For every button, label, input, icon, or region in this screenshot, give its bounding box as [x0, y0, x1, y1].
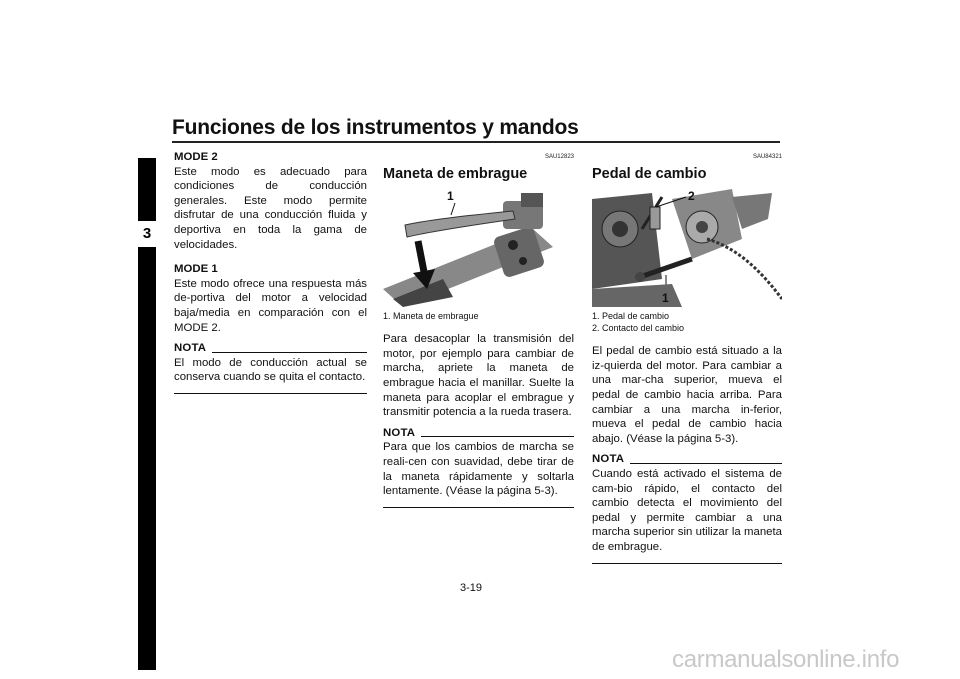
nota-rule [421, 436, 574, 437]
chapter-tab-number: 3 [138, 221, 156, 247]
nota-rule [630, 463, 782, 464]
nota-end-rule [592, 563, 782, 564]
shift-pedal-body-text: El pedal de cambio está situado a la iz-quierda del motor. Para cambiar a una mar-cha superior, mueva el pedal de cambio hacia arriba. Para cambiar a una marcha in-ferior, mueva el pedal de cambio hacia abajo. (Véase la página 5-3). [592, 345, 782, 445]
watermark: carmanualsonline.info [672, 646, 900, 673]
nota-label: NOTA [592, 453, 625, 466]
nota-text: El modo de conducción actual se conserva cuando se quita el contacto. [174, 356, 367, 384]
figure-caption-1: 1. Maneta de embrague [383, 311, 479, 322]
nota-end-rule [174, 393, 367, 394]
section-title-clutch: Maneta de embrague [383, 165, 528, 182]
nota-end-rule [383, 507, 574, 508]
figure-caption-2: 2. Contacto del cambio [592, 323, 685, 334]
clutch-lever-figure [383, 189, 573, 307]
nota-text: Para que los cambios de marcha se reali-cen con suavidad, debe tirar de la maneta rápidamente y soltarla lentamente. (Véase la página 5-3). [383, 441, 574, 498]
section-title-shift-pedal: Pedal de cambio [592, 165, 707, 182]
figure-label-1: 1 [662, 291, 669, 306]
mode1-text: Este modo ofrece una respuesta más de-portiva del motor a velocidad baja/media en comparación con el MODE 2. [174, 277, 367, 334]
mode2-text: Este modo es adecuado para condiciones de conducción generales. Este modo permite disfrutar de una conducción fluida y deportiva en toda la gama de velocidades. [174, 165, 367, 251]
header-rule [172, 141, 780, 143]
nota-rule [212, 352, 367, 353]
clutch-body-text: Para desacoplar la transmisión del motor, por ejemplo para cambiar de marcha, apriete la maneta de embrague hacia el manillar. Suelte la maneta para acoplar el embrague y transmitir potencia a la rueda trasera. [383, 333, 574, 419]
nota-header [174, 341, 367, 356]
nota-text: Cuando está activado el sistema de cam-bio rápido, el contacto del cambio detecta el movimiento del pedal y permite cambiar a una marcha superior sin utilizar la maneta de embrague. [592, 467, 782, 553]
nota-label: NOTA [383, 426, 416, 439]
section-code: SAU84321 [752, 154, 782, 160]
figure-label-2: 2 [688, 189, 695, 204]
mode2-title: MODE 2 [174, 151, 218, 163]
figure-label-1: 1 [447, 189, 454, 204]
page-header-title: Funciones de los instrumentos y mandos [172, 116, 579, 139]
shift-pedal-figure [592, 189, 782, 307]
nota-header [383, 426, 574, 441]
figure-caption-1: 1. Pedal de cambio [592, 311, 670, 322]
mode1-title: MODE 1 [174, 263, 218, 276]
section-code: SAU12823 [544, 154, 574, 160]
nota-label: NOTA [174, 342, 207, 355]
column-2 [383, 150, 574, 508]
column-3 [592, 150, 782, 564]
column-1 [174, 150, 367, 394]
page-number: 3-19 [460, 582, 483, 594]
nota-header [592, 452, 782, 467]
